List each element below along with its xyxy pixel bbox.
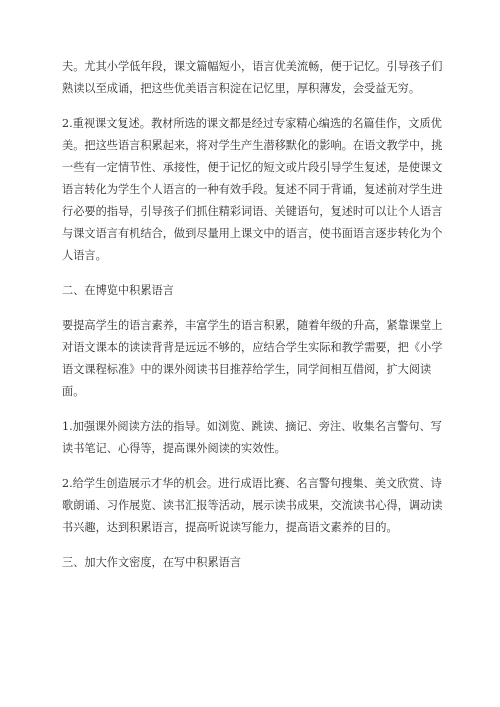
- text-line: 书兴趣，达到积累语言，提高听说读写能力，提高语文素养的目的。: [62, 521, 398, 534]
- text-line: 熟读以至成诵，把这些优美语言积淀在记忆里，厚积薄发，会受益无穷。: [62, 82, 421, 95]
- text-line: 语文课程标准》中的课外阅读书目推荐给学生，同学间相互借阅，扩大阅读: [62, 363, 432, 376]
- text-line: 要提高学生的语言素养，丰富学生的语言积累，随着年级的升高，紧靠课堂上: [62, 319, 443, 332]
- text-line: 2.重视课文复述。教材所选的课文都是经过专家精心编选的名篇佳作，文质优: [62, 117, 442, 130]
- text-line: 美。把这些语言积累起来，将对学生产生潜移默化的影响。在语文教学中，挑: [62, 139, 443, 152]
- text-line: 与课文语言有机结合，做到尽量用上课文中的语言，使书面语言逐步转化为个: [62, 227, 443, 240]
- text-line: 1.加强课外阅读方法的指导。如浏览、跳读、摘记、旁注、收集名言警句、写: [62, 420, 442, 433]
- text-line: 人语言。: [62, 249, 107, 262]
- text-line: 二、在博览中积累语言: [62, 284, 174, 297]
- section-heading: [62, 280, 438, 302]
- text-line: 2.给学生创造展示才华的机会。进行成语比赛、名言警句搜集、美文欣赏、诗: [62, 477, 442, 490]
- body-paragraph: [62, 473, 443, 539]
- section-heading: [62, 552, 438, 574]
- text-line: 一些有一定情节性、承接性，便于记忆的短文或片段引导学生复述，是使课文: [62, 161, 443, 174]
- text-line: 三、加大作文密度，在写中积累语言: [62, 556, 242, 569]
- text-line: 歌朗诵、习作展览、读书汇报等活动，展示读书成果，交流读书心得，调动读: [62, 499, 443, 512]
- body-paragraph: [62, 416, 442, 460]
- text-line: 面。: [62, 385, 85, 398]
- text-line: 行必要的指导，引导孩子们抓住精彩词语、关键语句，复述时可以让个人语言: [62, 205, 443, 218]
- text-line: 对语文课本的读读背背是远远不够的，应结合学生实际和教学需要，把《小学: [62, 341, 443, 354]
- body-paragraph: [62, 315, 443, 403]
- body-paragraph: [62, 113, 443, 267]
- text-line: 读书笔记、心得等，提高课外阅读的实效性。: [62, 442, 286, 455]
- body-paragraph: [62, 56, 443, 100]
- text-line: 语言转化为学生个人语言的一种有效手段。复述不同于背诵，复述前对学生进: [62, 183, 443, 196]
- text-line: 夫。尤其小学低年段，课文篇幅短小，语言优美流畅，便于记忆。引导孩子们: [62, 60, 443, 73]
